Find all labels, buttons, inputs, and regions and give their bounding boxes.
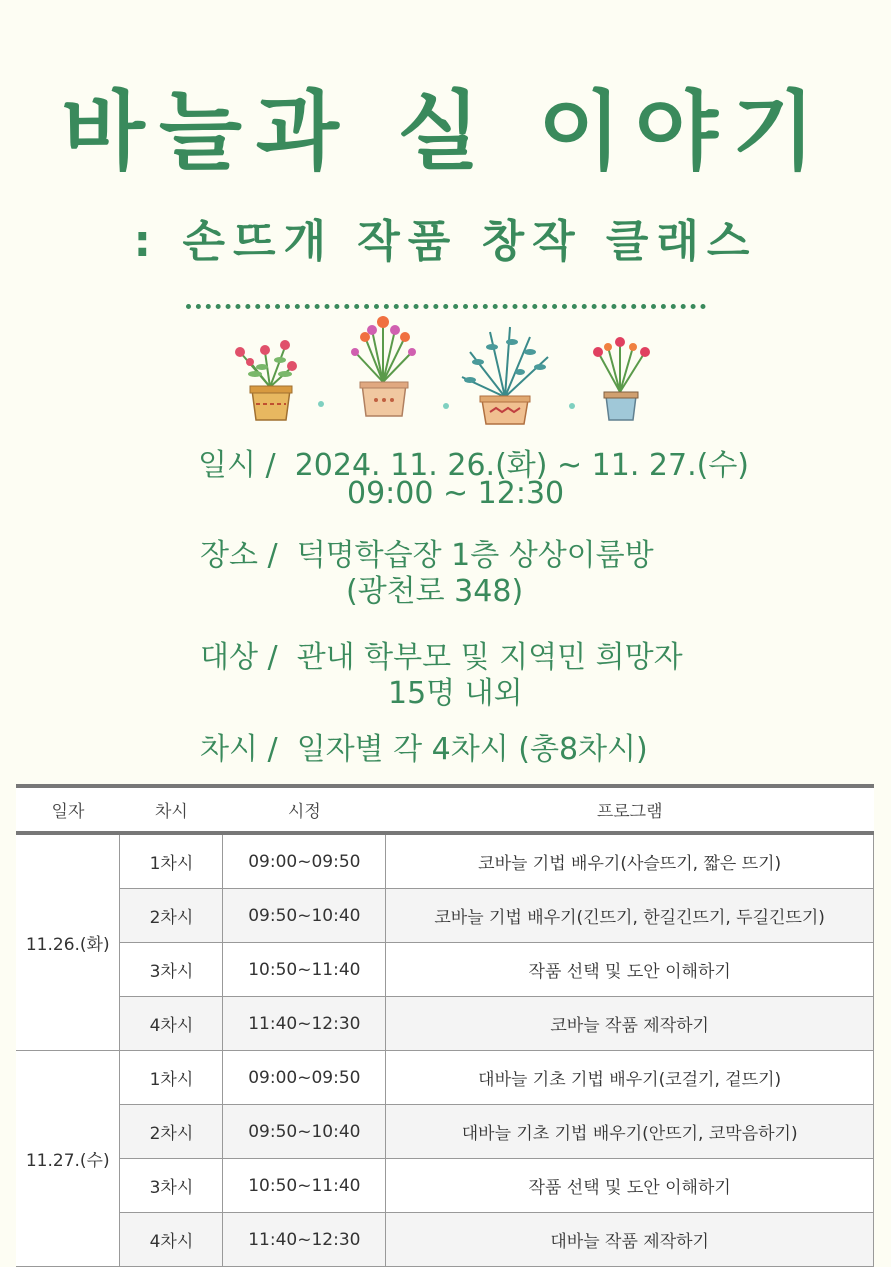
date-cell: 11.26.(화): [16, 833, 120, 1051]
session-cell: 4차시: [120, 997, 223, 1051]
date-cell: 11.27.(수): [16, 1051, 120, 1267]
flower-pot-icon: [593, 337, 650, 420]
time-cell: 09:50~10:40: [223, 889, 386, 943]
time-cell: 09:00~09:50: [223, 833, 386, 889]
time-cell: 10:50~11:40: [223, 943, 386, 997]
flower-pot-icon: [351, 316, 416, 416]
target-label: 대상 /: [200, 640, 278, 675]
session-cell: 2차시: [120, 889, 223, 943]
program-cell: 작품 선택 및 도안 이해하기: [386, 1159, 874, 1213]
session-cell: 4차시: [120, 1213, 223, 1267]
time-cell: 09:50~10:40: [223, 1105, 386, 1159]
program-cell: 대바늘 기초 기법 배우기(코걸기, 겉뜨기): [386, 1051, 874, 1105]
schedule-table: [16, 784, 874, 1267]
date-value: 2024. 11. 26.(화) ~ 11. 27.(수): [294, 448, 750, 483]
session-cell: 3차시: [120, 1159, 223, 1213]
header-program: 프로그램: [386, 786, 874, 833]
flower-pot-icon: [462, 327, 548, 424]
header-date: 일자: [16, 786, 120, 833]
session-cell: 3차시: [120, 943, 223, 997]
time-cell: 09:00~09:50: [223, 1051, 386, 1105]
session-cell: 2차시: [120, 1105, 223, 1159]
program-cell: 코바늘 작품 제작하기: [386, 997, 874, 1051]
table-row: [16, 833, 874, 889]
program-cell: 대바늘 작품 제작하기: [386, 1213, 874, 1267]
program-cell: 코바늘 기법 배우기(사슬뜨기, 짧은 뜨기): [386, 833, 874, 889]
time-value: 09:00 ~ 12:30: [347, 476, 565, 511]
session-row: [200, 724, 648, 768]
flower-pots-illustration: [0, 312, 891, 432]
page-title: 바늘과 실 이야기: [61, 82, 830, 182]
table-row: [16, 1213, 874, 1267]
program-cell: 코바늘 기법 배우기(긴뜨기, 한길긴뜨기, 두길긴뜨기): [386, 889, 874, 943]
table-row: [16, 943, 874, 997]
target-count: 15명 내외: [388, 676, 523, 711]
session-cell: 1차시: [120, 833, 223, 889]
table-row: [16, 1051, 874, 1105]
flower-pot-icon: [235, 340, 297, 420]
session-cell: 1차시: [120, 1051, 223, 1105]
target-value: 관내 학부모 및 지역민 희망자: [296, 640, 683, 675]
date-label: 일시 /: [198, 448, 276, 483]
place-value: 덕명학습장 1층 상상이룸방: [296, 538, 654, 573]
table-row: [16, 997, 874, 1051]
table-header-row: [16, 786, 874, 833]
table-row: [16, 1159, 874, 1213]
header-session: 차시: [120, 786, 223, 833]
time-cell: 11:40~12:30: [223, 1213, 386, 1267]
header-time: 시정: [223, 786, 386, 833]
place-address: (광천로 348): [346, 574, 524, 609]
program-cell: 작품 선택 및 도안 이해하기: [386, 943, 874, 997]
table-row: [16, 889, 874, 943]
table-row: [16, 1105, 874, 1159]
page-subtitle: : 손뜨개 작품 창작 클래스: [133, 216, 758, 267]
time-cell: 11:40~12:30: [223, 997, 386, 1051]
time-cell: 10:50~11:40: [223, 1159, 386, 1213]
dotted-divider: [186, 304, 706, 309]
place-label: 장소 /: [200, 538, 278, 573]
session-label: 차시 /: [200, 732, 278, 767]
program-cell: 대바늘 기초 기법 배우기(안뜨기, 코막음하기): [386, 1105, 874, 1159]
session-value: 일자별 각 4차시 (총8차시): [296, 732, 648, 767]
